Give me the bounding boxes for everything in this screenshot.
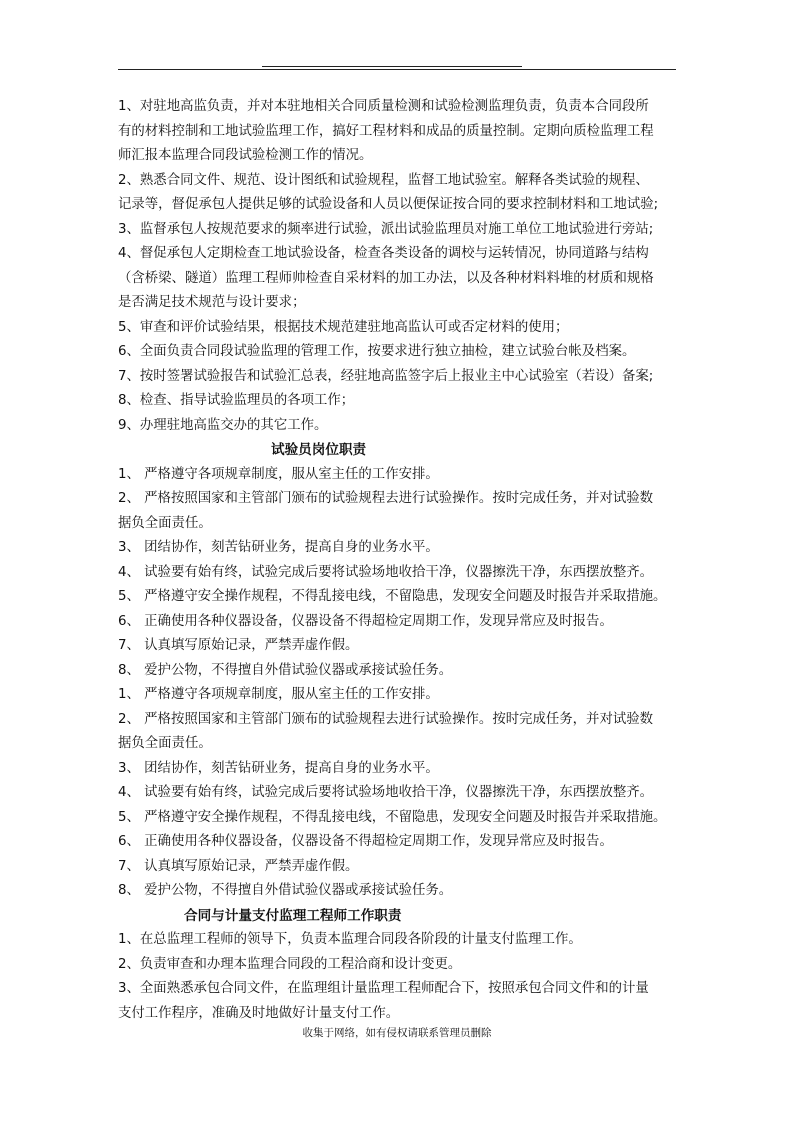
text-line: 3、监督承包人按规范要求的频率进行试验，派出试验监理员对施工单位工地试验进行旁站;: [118, 221, 654, 237]
text-line: 5、 严格遵守安全操作规程，不得乱接电线，不留隐患，发现安全问题及时报告并采取措施。: [118, 809, 667, 825]
text-line: 2、 严格按照国家和主管部门颁布的试验规程去进行试验操作。按时完成任务，并对试验数: [118, 711, 654, 727]
text-line: 6、 正确使用各种仪器设备，仪器设备不得超检定周期工作，发现异常应及时报告。: [118, 834, 613, 849]
section-tester-duties: [118, 463, 686, 904]
text-line: 1、在总监理工程师的领导下，负责本监理合同段各阶段的计量支付监理工作。: [118, 932, 582, 947]
text-line: 是否满足技术规范与设计要求；: [118, 295, 306, 310]
section-title-contract-payment-duties: 合同与计量支付监理工程师工作职责: [184, 907, 402, 924]
text-line: 3、全面熟悉承包合同文件，在监理组计量监理工程师配合下，按照承包合同文件和的计量: [118, 981, 649, 996]
text-line: 5、 严格遵守安全操作规程，不得乱接电线，不留隐患，发现安全问题及时报告并采取措施。: [118, 589, 667, 604]
text-line: 7、 认真填写原始记录，严禁弄虚作假。: [118, 638, 359, 653]
text-line: 4、督促承包人定期检查工地试验设备，检查各类设备的调校与运转情况，协同道路与结构: [118, 246, 649, 261]
text-line: 2、负责审查和办理本监理合同段的工程洽商和设计变更。: [118, 956, 462, 972]
text-line: 8、 爱护公物，不得擅自外借试验仪器或承接试验任务。: [118, 883, 453, 898]
header-rule-short: [262, 66, 522, 67]
text-line: 7、按时签署试验报告和试验汇总表，经驻地高监签字后上报业主中心试验室（若设）备案;: [118, 368, 654, 384]
text-line: 3、 团结协作，刻苦钻研业务，提高自身的业务水平。: [118, 760, 439, 776]
document-body: [118, 95, 686, 1026]
text-line: （含桥梁、隧道）监理工程师帅检查自采材料的加工办法，以及各种材料料堆的材质和规格: [118, 270, 654, 286]
text-line: 2、 严格按照国家和主管部门颁布的试验规程去进行试验操作。按时完成任务，并对试验数: [118, 491, 654, 506]
text-line: 4、 试验要有始有终，试验完成后要将试验场地收拾干净，仪器擦洗干净，东西摆放整齐。: [118, 564, 654, 580]
text-line: 9、办理驻地高监交办的其它工作。: [118, 417, 328, 433]
section-supervision-duties: [118, 95, 686, 438]
text-line: 6、 正确使用各种仪器设备，仪器设备不得超检定周期工作，发现异常应及时报告。: [118, 613, 613, 629]
text-line: 据负全面责任。: [118, 736, 212, 751]
text-line: 8、 爱护公物，不得擅自外借试验仪器或承接试验任务。: [118, 662, 453, 678]
text-line: 1、 严格遵守各项规章制度，服从室主任的工作安排。: [118, 687, 439, 702]
text-line: 师汇报本监理合同段试验检测工作的情况。: [118, 148, 373, 163]
text-line: 4、 试验要有始有终，试验完成后要将试验场地收拾干净，仪器擦洗干净，东西摆放整齐。: [118, 785, 654, 800]
text-line: 记录等，督促承包人提供足够的试验设备和人员以便保证按合同的要求控制材料和工地试验;: [118, 197, 659, 212]
text-line: 据负全面责任。: [118, 515, 212, 531]
text-line: 5、审查和评价试验结果，根据技术规范建驻地高监认可或否定材料的使用；: [118, 319, 569, 335]
text-line: 6、全面负责合同段试验监理的管理工作，按要求进行独立抽检，建立试验台帐及档案。: [118, 344, 636, 359]
text-line: 有的材料控制和工地试验监理工作，搞好工程材料和成品的质量控制。定期向质检监理工程: [118, 123, 654, 139]
text-line: 7、 认真填写原始记录，严禁弄虚作假。: [118, 858, 359, 874]
text-line: 1、 严格遵守各项规章制度，服从室主任的工作安排。: [118, 466, 439, 482]
section-contract-payment-duties: [118, 928, 686, 1026]
text-line: 3、 团结协作，刻苦钻研业务，提高自身的业务水平。: [118, 540, 439, 555]
text-line: 8、检查、指导试验监理员的各项工作；: [118, 393, 355, 408]
page-footer-note: 收集于网络，如有侵权请联系管理员删除: [302, 1027, 492, 1039]
section-title-tester-duties: 试验员岗位职责: [271, 442, 367, 458]
text-line: 1、对驻地高监负责，并对本驻地相关合同质量检测和试验检测监理负责，负责本合同段所: [118, 99, 649, 114]
header-rule-long: [118, 69, 676, 70]
text-line: 2、熟悉合同文件、规范、设计图纸和试验规程，监督工地试验室。解释各类试验的规程、: [118, 172, 649, 188]
text-line: 支付工作程序，准确及时地做好计量支付工作。: [118, 1005, 400, 1021]
